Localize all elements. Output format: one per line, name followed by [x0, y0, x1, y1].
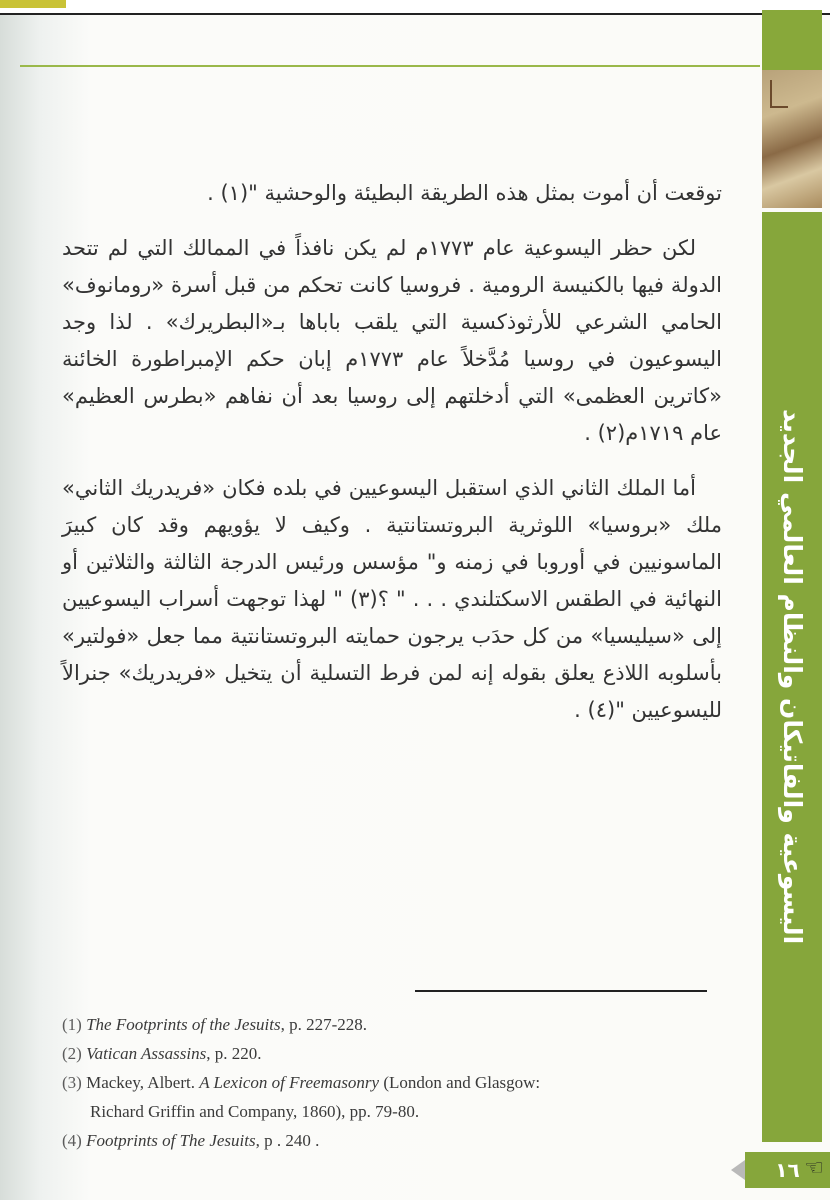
footnote-author: Mackey, Albert. — [86, 1073, 195, 1092]
footnote-2 — [62, 1039, 742, 1068]
paragraph: أما الملك الثاني الذي استقبل اليسوعيين في بلده فكان «فريدريك الثاني» ملك «بروسيا» اللوثرية البروتستانتية . وكيف لا يؤويهم وقد كان كبيرَ الماسونيين في أوروبا في زمنه و" مؤسس ورئيس الدرجة الثالثة والثلاثين أو النهائية في الطقس الاسكتلندي . . . " ؟(٣) " لهذا توجهت أسراب اليسوعيين إلى «سيليسيا» من كل حدَب يرجون حمايته البروتستانتية مما جعل «فولتير» بأسلوبه اللاذع يعلق بقوله إنه لمن فرط التسلية أن يتخيل «فريدريك» جنرالاً لليسوعيين "(٤) . — [62, 476, 722, 722]
ship-icon — [770, 80, 788, 108]
footnote-number: (2) — [62, 1044, 82, 1063]
page-number: ١٦ — [775, 1158, 800, 1182]
footnote-title: The Footprints of the Jesuits — [86, 1015, 281, 1034]
footnote-3-continued: Richard Griffin and Company, 1860), pp. 79-80. — [90, 1102, 420, 1121]
footnote-4 — [62, 1126, 742, 1155]
footnote-text: , p. 227-228. — [280, 1015, 368, 1034]
footnote-number: (1) — [62, 1015, 82, 1034]
footnote-title: Vatican Assassins — [86, 1044, 207, 1063]
footnote-1 — [62, 1010, 742, 1039]
arrow-icon — [731, 1160, 745, 1180]
footnote-3 — [62, 1068, 742, 1097]
side-band — [762, 10, 822, 70]
footnote-text: , p . 240 . — [255, 1131, 320, 1150]
page-number-tab — [745, 1152, 830, 1188]
paragraph: لكن حظر اليسوعية عام ١٧٧٣م لم يكن نافذاً في الممالك التي لم تتحد الدولة فيها بالكنيسة الرومية . فروسيا كانت تحكم من قبل أسرة «رومانوف» الحامي الشرعي للأرثوذكسية التي يلقب باباها بـ«البطريرك» . لذا وجد اليسوعيون في روسيا مُدَّخلاً عام ١٧٧٣م إبان حكم الإمبراطورة الخائنة «كاترين العظمى» التي أدخلتهم إلى روسيا بعد أن نفاهم «بطرس العظيم» عام ١٧١٩م(٢) . — [62, 236, 722, 445]
body-text — [62, 175, 722, 747]
footnote-text: (London and Glasgow: — [383, 1073, 541, 1092]
footnote-number: (3) — [62, 1073, 82, 1092]
top-tab — [0, 0, 66, 8]
footnote-text: , p. 220. — [206, 1044, 262, 1063]
paragraph: توقعت أن أموت بمثل هذه الطريقة البطيئة والوحشية "(١) . — [207, 181, 722, 205]
top-bar — [0, 0, 830, 15]
footnote-title: Footprints of The Jesuits — [86, 1131, 256, 1150]
running-title: اليسوعية والفاتيكان والنظام العالمي الجديد — [778, 409, 807, 945]
map-illustration — [762, 70, 822, 208]
footnote-number: (4) — [62, 1131, 82, 1150]
footnotes — [62, 1010, 742, 1155]
footnote-title: A Lexicon of Freemasonry — [199, 1073, 380, 1092]
footnote-rule — [415, 990, 707, 992]
header-rule — [20, 65, 760, 67]
hand-icon: ☜ — [804, 1156, 824, 1181]
